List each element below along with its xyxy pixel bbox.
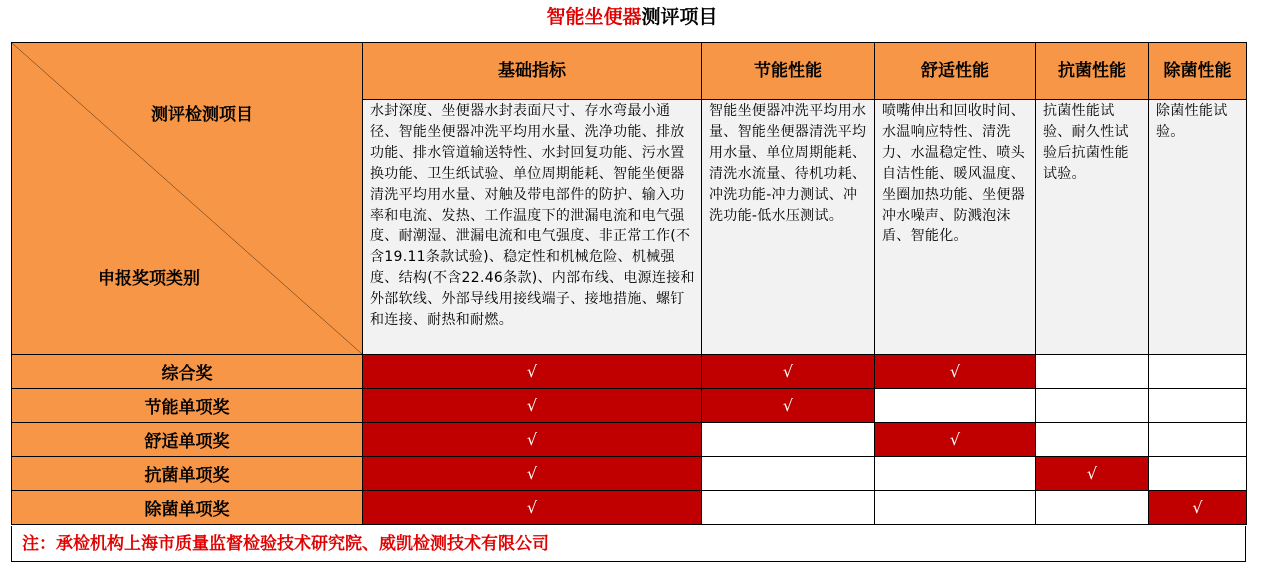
description-antibacterial: 抗菌性能试验、耐久性试验后抗菌性能试验。: [1036, 100, 1149, 355]
description-basic: 水封深度、坐便器水封表面尺寸、存水弯最小通径、智能坐便器冲洗平均用水量、洗净功能、排放功能、排水管道输送特性、水封回复功能、污水置换功能、卫生纸试验、单位周期能耗、智能坐便器清洗平均用水量、对触及带电部件的防护、输入功率和电流、发热、工作温度下的泄漏电流和电气强度、耐潮湿、泄漏电流和电气强度、非正常工作(不含19.11条款试验)、稳定性和机械危险、机械强度、结构(不含22.46条款)、内部布线、电源连接和外部软线、外部导线用接线端子、接地措施、螺钉和连接、耐热和耐燃。: [363, 100, 702, 355]
mark-cell: √: [875, 423, 1036, 457]
award-label: 节能单项奖: [12, 389, 363, 423]
mark-cell: [875, 457, 1036, 491]
award-label: 抗菌单项奖: [12, 457, 363, 491]
mark-cell: [1036, 491, 1149, 525]
mark-cell: [702, 457, 875, 491]
title-highlight: 智能坐便器: [546, 6, 642, 28]
footnote: 注：承检机构上海市质量监督检验技术研究院、威凯检测技术有限公司: [11, 526, 1246, 562]
mark-cell: √: [363, 457, 702, 491]
award-row: [12, 491, 1247, 525]
award-row: [12, 355, 1247, 389]
mark-cell: [1036, 389, 1149, 423]
column-header-basic: 基础指标: [363, 43, 702, 100]
column-header-energy: 节能性能: [702, 43, 875, 100]
evaluation-table: [11, 42, 1247, 525]
mark-cell: √: [363, 355, 702, 389]
column-header-comfort: 舒适性能: [875, 43, 1036, 100]
column-header-antibacterial: 抗菌性能: [1036, 43, 1149, 100]
award-label: 舒适单项奖: [12, 423, 363, 457]
corner-cell: [12, 43, 363, 355]
description-energy: 智能坐便器冲洗平均用水量、智能坐便器清洗平均用水量、单位周期能耗、清洗水流量、待机功耗、冲洗功能-冲力测试、冲洗功能-低水压测试。: [702, 100, 875, 355]
mark-cell: [875, 491, 1036, 525]
diagonal-line: [12, 43, 362, 354]
mark-cell: [702, 491, 875, 525]
mark-cell: [1149, 355, 1247, 389]
mark-cell: √: [1036, 457, 1149, 491]
award-row: [12, 423, 1247, 457]
mark-cell: √: [702, 389, 875, 423]
mark-cell: [1149, 457, 1247, 491]
award-row: [12, 457, 1247, 491]
mark-cell: √: [363, 389, 702, 423]
description-comfort: 喷嘴伸出和回收时间、水温响应特性、清洗力、水温稳定性、喷头自洁性能、暖风温度、坐圈加热功能、坐便器冲水噪声、防溅泡沫盾、智能化。: [875, 100, 1036, 355]
description-sterilization: 除菌性能试验。: [1149, 100, 1247, 355]
mark-cell: [875, 389, 1036, 423]
award-row: [12, 389, 1247, 423]
mark-cell: [1036, 423, 1149, 457]
title-rest: 测评项目: [641, 6, 718, 28]
page-title: [0, 2, 1264, 32]
mark-cell: [1036, 355, 1149, 389]
mark-cell: √: [1149, 491, 1247, 525]
corner-bottom-label: 申报奖项类别: [98, 269, 200, 289]
corner-top-label: 测评检测项目: [151, 105, 253, 125]
mark-cell: [1149, 389, 1247, 423]
award-label: 除菌单项奖: [12, 491, 363, 525]
mark-cell: √: [702, 355, 875, 389]
mark-cell: [1149, 423, 1247, 457]
column-header-sterilization: 除菌性能: [1149, 43, 1247, 100]
mark-cell: [702, 423, 875, 457]
header-row: [12, 43, 1247, 100]
mark-cell: √: [363, 491, 702, 525]
mark-cell: √: [875, 355, 1036, 389]
mark-cell: √: [363, 423, 702, 457]
award-label: 综合奖: [12, 355, 363, 389]
